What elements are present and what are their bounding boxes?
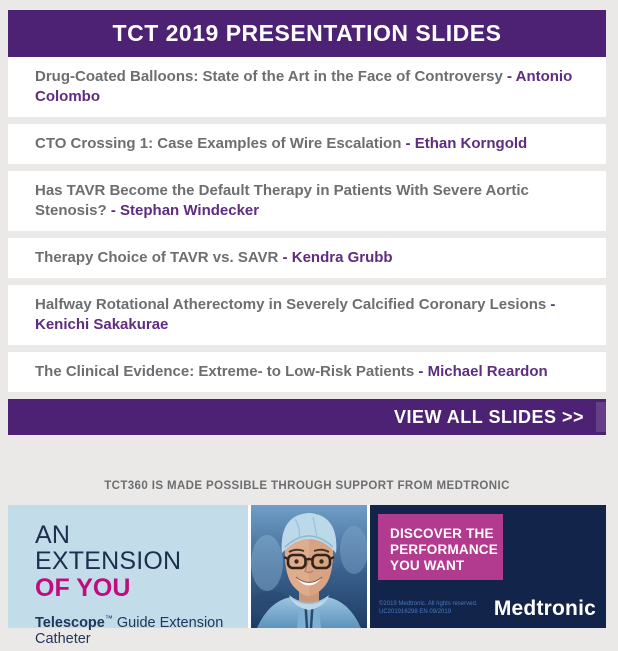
trademark-symbol: ™ (104, 614, 113, 623)
cta-line2: PERFORMANCE (390, 542, 498, 557)
product-brand: Telescope (35, 614, 105, 631)
ad-headline-line2: EXTENSION (35, 547, 182, 575)
slide-author: Ethan Korngold (414, 135, 528, 152)
slide-author: Kendra Grubb (291, 249, 393, 266)
slide-author: Stephan Windecker (120, 202, 260, 219)
sponsor-support-text: TCT360 IS MADE POSSIBLE THROUGH SUPPORT FROM MEDTRONIC (104, 480, 510, 492)
medtronic-logo: Medtronic (493, 597, 596, 620)
ad-fine-print (379, 601, 477, 616)
presentation-slides-header (8, 10, 606, 57)
medtronic-ad-banner[interactable] (8, 505, 606, 647)
slide-link-3[interactable] (8, 171, 606, 231)
ad-product-name (35, 614, 248, 647)
slide-link-2[interactable] (8, 124, 606, 164)
fine-print-line1: ©2019 Medtronic. All rights reserved. (379, 601, 478, 607)
title-author-separator: - (106, 202, 121, 219)
page-title: TCT 2019 PRESENTATION SLIDES (112, 20, 502, 46)
view-all-slides-label: VIEW ALL SLIDES >> (393, 406, 584, 427)
slide-title: The Clinical Evidence: Extreme- to Low-Risk Patients (35, 363, 415, 380)
title-author-separator: - (502, 68, 516, 85)
view-all-slides-button[interactable] (8, 399, 606, 435)
ad-headline-line3: OF YOU (35, 574, 131, 602)
ad-left-panel (8, 505, 248, 647)
slide-author: Kenichi Sakakurae (35, 316, 169, 333)
fine-print-line2: UC201916298 EN 09/2019 (379, 608, 452, 615)
page (8, 10, 606, 647)
ad-cta-box (378, 514, 503, 580)
slide-title: Halfway Rotational Atherectomy in Severely Calcified Coronary Lesions (35, 296, 547, 313)
bar-edge-highlight (596, 402, 606, 432)
slide-link-1[interactable] (8, 57, 606, 117)
cta-line3: YOU WANT (390, 558, 465, 573)
surgeon-photo (248, 505, 367, 628)
ad-headline-line1: AN (35, 521, 71, 549)
slide-link-4[interactable] (8, 238, 606, 278)
slide-author: Michael Reardon (427, 363, 548, 380)
slide-title: CTO Crossing 1: Case Examples of Wire Escalation (35, 135, 402, 152)
title-author-separator: - (278, 249, 292, 266)
title-author-separator: - (401, 135, 415, 152)
slide-title: Drug-Coated Balloons: State of the Art in the Face of Controversy (35, 68, 503, 85)
slide-title: Therapy Choice of TAVR vs. SAVR (35, 249, 279, 266)
product-descriptor: Guide Extension Catheter (35, 614, 224, 647)
surgeon-photo-illustration (251, 505, 367, 628)
slide-author: Antonio Colombo (35, 68, 573, 105)
cta-line1: DISCOVER THE (390, 526, 494, 541)
ad-right-panel (367, 505, 606, 628)
title-author-separator: - (546, 296, 556, 313)
slide-link-6[interactable] (8, 352, 606, 392)
slide-link-5[interactable] (8, 285, 606, 345)
title-author-separator: - (414, 363, 428, 380)
slide-title: Has TAVR Become the Default Therapy in Patients With Severe Aortic Stenosis? (35, 182, 529, 219)
